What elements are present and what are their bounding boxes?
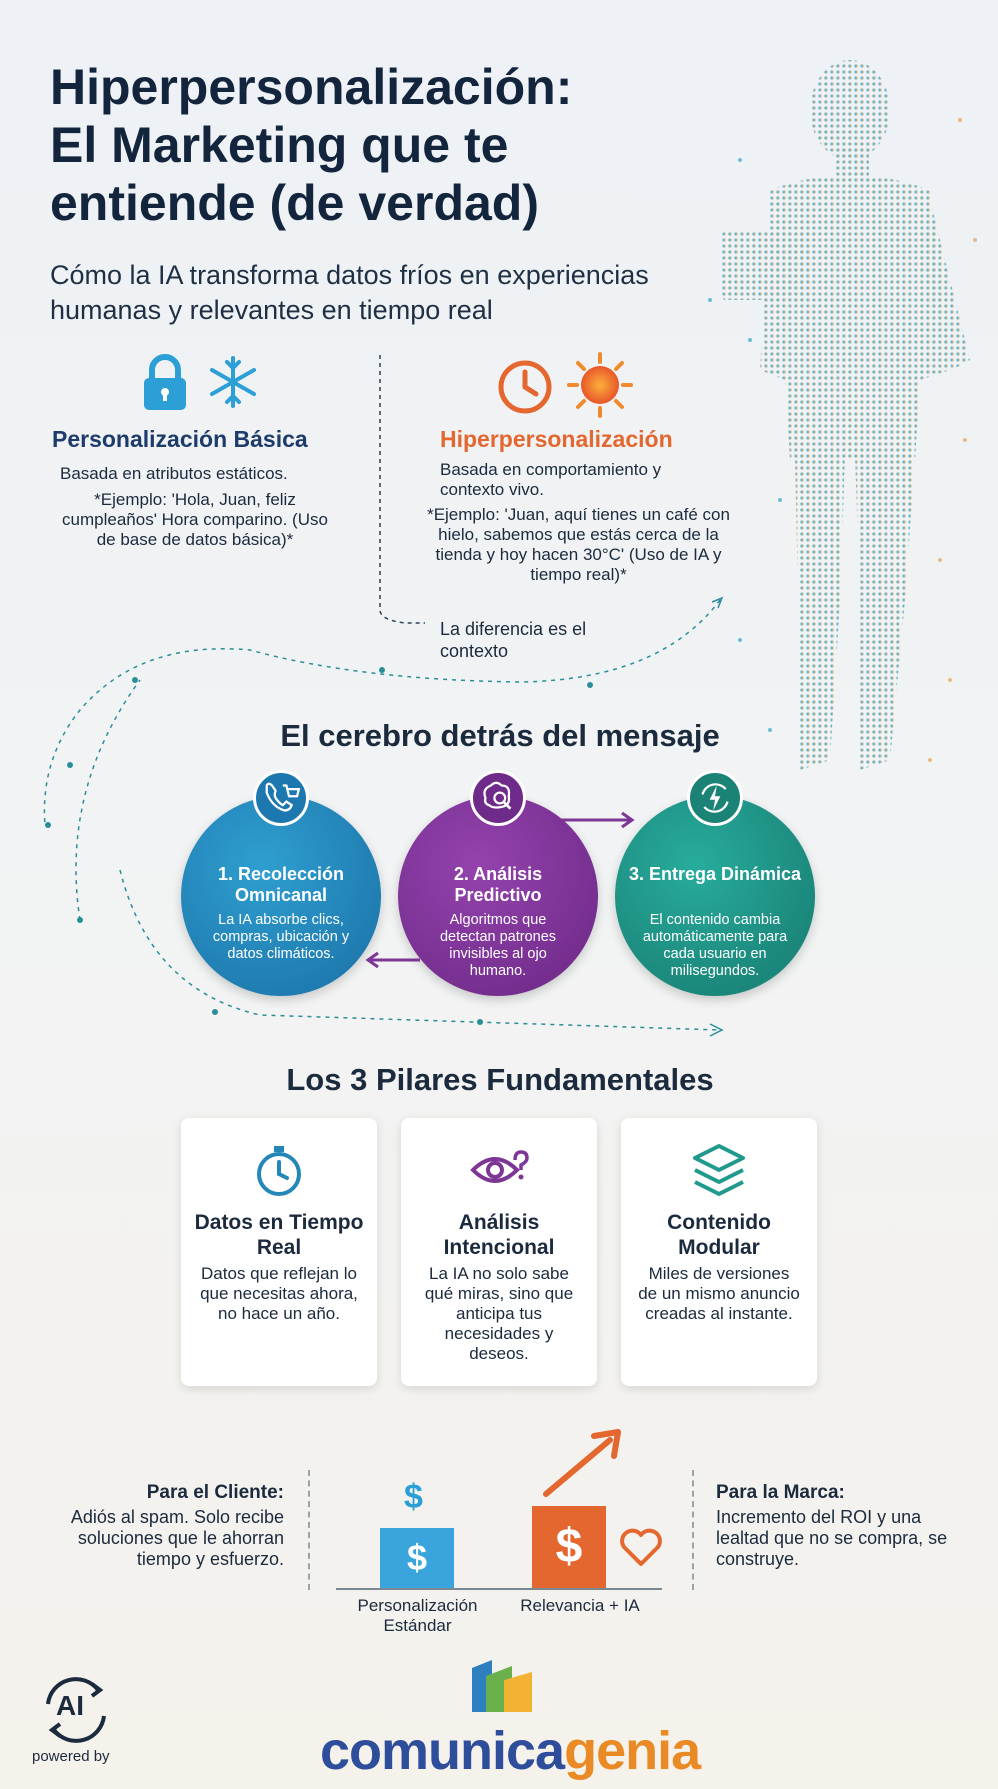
standard-bar: [380, 1528, 454, 1588]
pillar-card-modular: [621, 1118, 817, 1386]
title-line-2: El Marketing que te: [50, 117, 509, 173]
step-3-circle: [615, 796, 815, 996]
pillar-card-realtime: [181, 1118, 377, 1386]
step-2-title: 2. Análisis Predictivo: [453, 864, 543, 905]
title-line-1: Hiperpersonalización:: [50, 59, 573, 115]
stopwatch-icon: [249, 1140, 309, 1200]
step-2-desc: Algoritmos que detectan patrones invisibles al ojo humano.: [439, 912, 557, 979]
difference-note: La diferencia es el contexto: [440, 619, 587, 661]
step-3-desc: El contenido cambia automáticamente para cada usuario en milisegundos.: [642, 912, 788, 979]
lightning-cycle-icon: [687, 770, 743, 826]
page-title: [50, 58, 690, 232]
chart-baseline: [336, 1588, 662, 1590]
brand-part1: comunica: [320, 1721, 565, 1781]
ai-badge-text: AI: [56, 1690, 84, 1721]
pillar-1-title: Datos en Tiempo Real: [194, 1211, 364, 1259]
dollar-small: $: [404, 1478, 423, 1516]
powered-by-text: powered by: [32, 1748, 110, 1765]
pillar-2-title: Análisis Intencional: [443, 1211, 555, 1259]
pillar-3-desc: Miles de versiones de un mismo anuncio creadas al instante.: [638, 1264, 800, 1323]
heart-icon: [618, 1526, 664, 1568]
page-subtitle: Cómo la IA transforma datos fríos en experiencias humanas y relevantes en tiempo real: [50, 260, 649, 325]
hyper-title: Hiperpersonalización: [440, 426, 673, 452]
pillar-card-intentional: [401, 1118, 597, 1386]
step-1-desc: La IA absorbe clics, compras, ubicación y datos climáticos.: [212, 912, 350, 962]
lock-icon: [140, 352, 190, 412]
title-line-3: entiende (de verdad): [50, 175, 539, 231]
hyper-line2: *Ejemplo: 'Juan, aquí tienes un café con hielo, sabemos que estás cerca de la tienda y hoy hacen 30°C' (Uso de IA y tiempo real)*: [427, 505, 730, 584]
step-3-title: 3. Entrega Dinámica: [628, 864, 802, 884]
pillar-1-desc: Datos que reflejan lo que necesitas ahora, no hace un año.: [200, 1264, 358, 1323]
pillars-section-title: Los 3 Pilares Fundamentales: [286, 1062, 714, 1097]
growth-arrow-icon: [540, 1428, 630, 1500]
pillar-2-desc: La IA no solo sabe qué miras, sino que anticipa tus necesidades y deseos.: [424, 1264, 574, 1363]
brand-logo-mark: [466, 1650, 536, 1720]
clock-icon: [496, 358, 554, 416]
client-text: Adiós al spam. Solo recibe soluciones que le ahorran tiempo y esfuerzo.: [70, 1507, 284, 1569]
standard-dollar: $: [406, 1537, 428, 1578]
brand-wordmark: [320, 1720, 700, 1782]
brand-title: Para la Marca:: [716, 1482, 845, 1503]
basic-title: Personalización Básica: [52, 426, 308, 452]
basic-line1: Basada en atributos estáticos.: [60, 464, 288, 483]
brand-text: Incremento del ROI y una lealtad que no se compra, se construye.: [716, 1507, 948, 1569]
ai-bar: [532, 1506, 606, 1588]
step-1-circle: [181, 796, 381, 996]
label-ai: Relevancia + IA: [520, 1596, 640, 1615]
label-standard: Personalización Estándar: [357, 1596, 478, 1635]
brand-part2: genia: [564, 1721, 701, 1781]
eye-question-icon: [469, 1140, 529, 1200]
ai-dollar: $: [555, 1520, 583, 1573]
pillar-3-title: Contenido Modular: [667, 1211, 771, 1259]
client-title: Para el Cliente:: [146, 1482, 284, 1503]
sun-icon: [567, 352, 633, 418]
purple-arrows: [360, 800, 640, 980]
phone-cart-icon: [253, 770, 309, 826]
layers-icon: [689, 1140, 749, 1200]
brain-section-title: El cerebro detrás del mensaje: [280, 718, 720, 753]
basic-line2: *Ejemplo: 'Hola, Juan, feliz cumpleaños' Hora comparino. (Uso de base de datos básica)*: [62, 490, 328, 549]
benefits-divider-right: [692, 1470, 694, 1590]
step-1-title: 1. Recolección Omnicanal: [217, 864, 345, 905]
hyper-line1: Basada en comportamiento y contexto vivo.: [440, 460, 662, 499]
snowflake-icon: [205, 354, 261, 410]
benefits-divider-left: [308, 1470, 310, 1590]
